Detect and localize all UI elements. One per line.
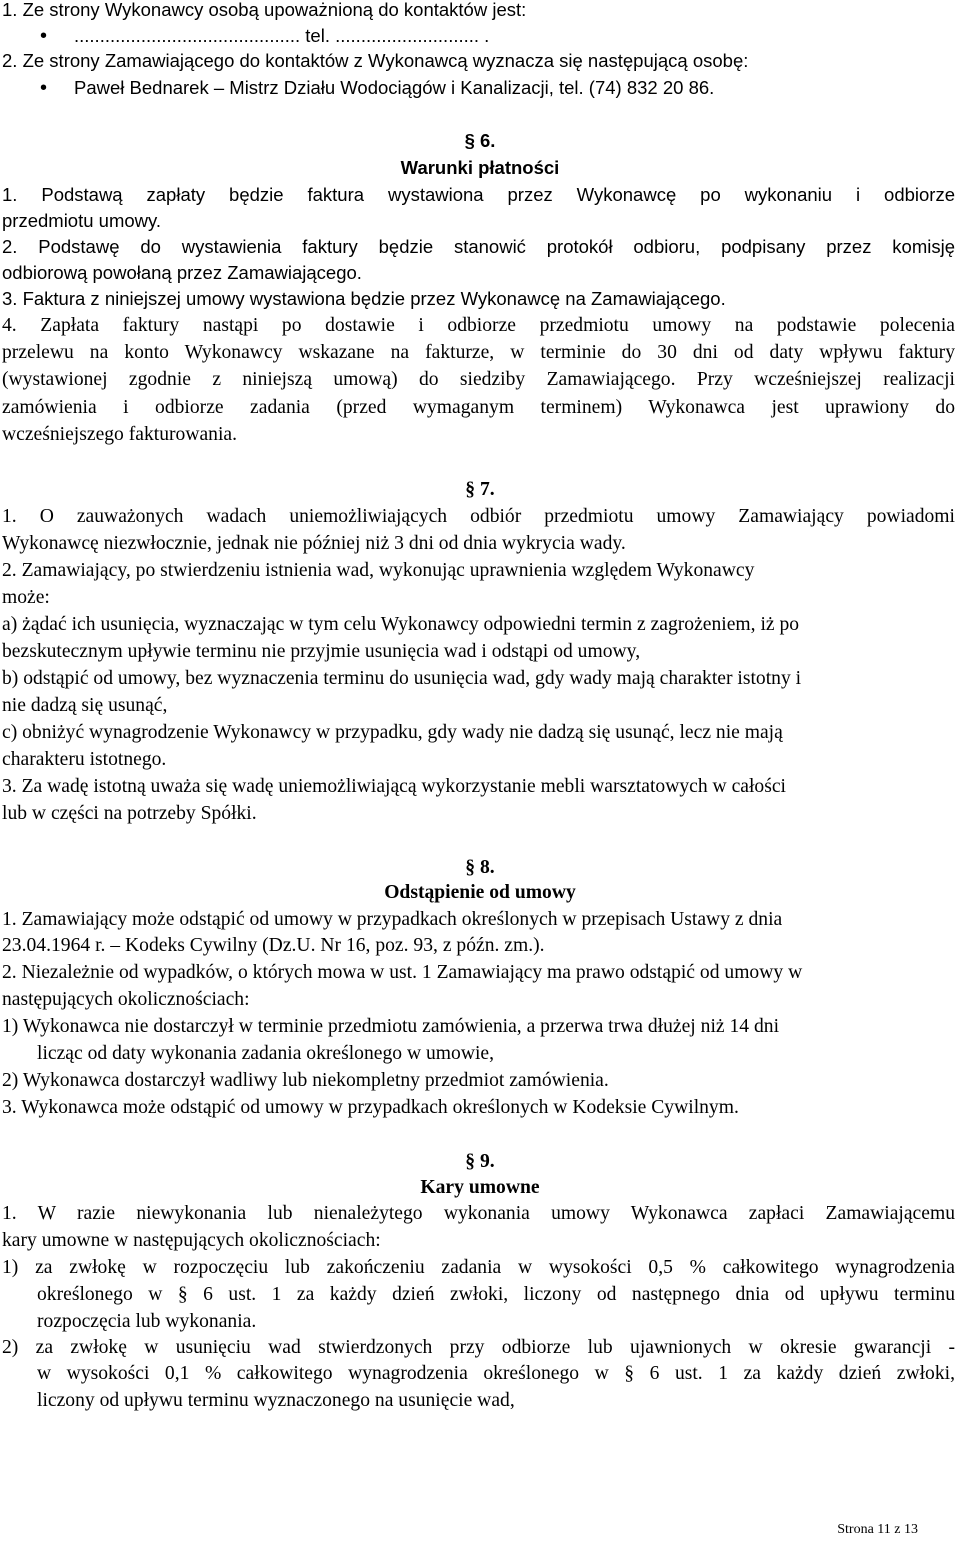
section-number: § 9. <box>465 1151 495 1172</box>
text-line: c) obniżyć wynagrodzenie Wykonawcy w przypadku, gdy wady nie dadzą się usunąć, lecz nie mają <box>2 722 783 743</box>
text-line: a) żądać ich usunięcia, wyznaczając w tym celu Wykonawcy odpowiedni termin z zagrożeniem, iż po <box>2 614 800 635</box>
text-line: 2. Niezależnie od wypadków, o których mowa w ust. 1 Zamawiający ma prawo odstąpić od umowy w <box>2 962 803 983</box>
text-line: 3. Wykonawca może odstąpić od umowy w przypadkach określonych w Kodeksie Cywilnym. <box>2 1097 739 1118</box>
text-line: następujących okolicznościach: <box>2 989 250 1010</box>
section-title: Odstąpienie od umowy <box>384 882 576 903</box>
text-line: bezskutecznym upływie terminu nie przyjmie usunięcia wad i odstąpi od umowy, <box>2 641 641 662</box>
text-line: 2. Ze strony Zamawiającego do kontaktów z Wykonawcą wyznacza się następującą osobę: <box>2 50 749 71</box>
bullet-line: • ............................................ tel. ............................ . <box>40 24 955 48</box>
text-line: 2. Podstawę do wystawienia faktury będzie stanowić protokół odbioru, podpisany przez komisję <box>2 236 955 257</box>
section-title: Kary umowne <box>420 1177 540 1198</box>
text-line: nie dadzą się usunąć, <box>2 695 168 716</box>
text-line: przedmiotu umowy. <box>2 210 162 231</box>
text-line: 1. O zauważonych wadach uniemożliwiających odbiór przedmiotu umowy Zamawiający powiadomi <box>2 506 955 527</box>
section-number: § 7. <box>465 479 495 500</box>
text-line: 1. Zamawiający może odstąpić od umowy w przypadkach określonych w przepisach Ustawy z dnia <box>2 909 783 930</box>
text-line: przelewu na konto Wykonawcy wskazane na fakturze, w terminie do 30 dni od daty wpływu faktury <box>2 342 955 363</box>
text-line: (wystawionej zgodnie z niniejszą umową) do siedziby Zamawiającego. Przy wcześniejszej realizacji <box>2 369 955 390</box>
text-line: kary umowne w następujących okolicznościach: <box>2 1230 381 1251</box>
text-line: 1) za zwłokę w rozpoczęciu lub zakończeniu zadania w wysokości 0,5 % całkowitego wynagrodzenia <box>2 1257 955 1278</box>
bullet-line: • Paweł Bednarek – Mistrz Działu Wodociągów i Kanalizacji, tel. (74) 832 20 86. <box>40 76 955 100</box>
text-line: 3. Faktura z niniejszej umowy wystawiona będzie przez Wykonawcę na Zamawiającego. <box>2 288 726 309</box>
text-line: wcześniejszego fakturowania. <box>2 424 238 445</box>
text-line: lub w części na potrzeby Spółki. <box>2 803 257 824</box>
text-line: 2) za zwłokę w usunięciu wad stwierdzonych przy odbiorze lub ujawnionych w okresie gwarancji - <box>2 1337 955 1358</box>
text-line: 3. Za wadę istotną uważa się wadę uniemożliwiającą wykorzystanie mebli warsztatowych w całości <box>2 776 786 797</box>
text-line: licząc od daty wykonania zadania określonego w umowie, <box>37 1043 495 1064</box>
text-line: 23.04.1964 r. – Kodeks Cywilny (Dz.U. Nr 16, poz. 93, z późn. zm.). <box>2 935 545 956</box>
text-line: 1. W razie niewykonania lub nienależytego wykonania umowy Wykonawca zapłaci Zamawiającemu <box>2 1203 955 1224</box>
text-line: 4. Zapłata faktury nastąpi po dostawie i odbiorze przedmiotu umowy na podstawie polecenia <box>2 315 955 336</box>
text-line: 1. Ze strony Wykonawcy osobą upoważnioną do kontaktów jest: <box>2 0 527 20</box>
page-number-footer: Strona 11 z 13 <box>837 1522 918 1537</box>
section-number: § 8. <box>465 857 495 878</box>
text-line: 2) Wykonawca dostarczył wadliwy lub niekompletny przedmiot zamówienia. <box>2 1070 609 1091</box>
text-line: b) odstąpić od umowy, bez wyznaczenia terminu do usunięcia wad, gdy wady mają charakter istotny i <box>2 668 802 689</box>
text-line: odbiorową powołaną przez Zamawiającego. <box>2 262 362 283</box>
text-line: zamówienia i odbiorze zadania (przed wymaganym terminem) Wykonawca jest uprawiony do <box>2 397 955 418</box>
text-line: charakteru istotnego. <box>2 749 167 770</box>
text-line: może: <box>2 587 50 608</box>
text-line: w wysokości 0,1 % całkowitego wynagrodzenia określonego w § 6 ust. 1 za każdy dzień zwłoki, <box>37 1363 955 1384</box>
text-line: Wykonawcę niezwłocznie, jednak nie później niż 3 dni od dnia wykrycia wady. <box>2 533 626 554</box>
text-line: 1. Podstawą zapłaty będzie faktura wystawiona przez Wykonawcę po wykonaniu i odbiorze <box>2 184 955 205</box>
text-line: określonego w § 6 ust. 1 za każdy dzień zwłoki, liczony od następnego dnia od upływu terminu <box>37 1284 955 1305</box>
section-title: Warunki płatności <box>400 157 560 178</box>
text-line: 1) Wykonawca nie dostarczył w terminie przedmiotu zamówienia, a przerwa trwa dłużej niż 14 dni <box>2 1016 780 1037</box>
text-line: rozpoczęcia lub wykonania. <box>37 1311 257 1332</box>
section-number: § 6. <box>464 130 496 151</box>
text-line: liczony od upływu terminu wyznaczonego na usunięcie wad, <box>37 1390 515 1411</box>
text-line: 2. Zamawiający, po stwierdzeniu istnienia wad, wykonując uprawnienia względem Wykonawcy <box>2 560 755 581</box>
